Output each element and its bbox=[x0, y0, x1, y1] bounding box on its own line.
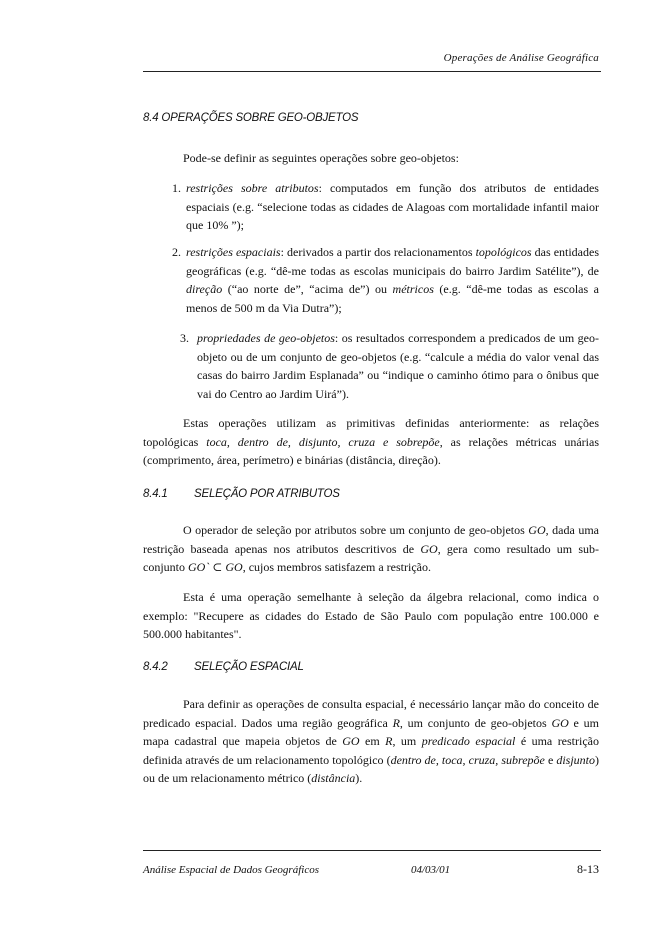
math-symbol: GO bbox=[528, 523, 546, 537]
spatial-selection-paragraph bbox=[143, 695, 599, 788]
list-term: direção bbox=[186, 282, 223, 297]
text-run: , as relações métricas unárias (comprimento, área, perímetro) e binárias (distância, direção). bbox=[143, 434, 599, 468]
primitives-paragraph bbox=[143, 414, 599, 470]
subsection-number: 8.4.1 bbox=[143, 488, 168, 500]
footer-title: Análise Espacial de Dados Geográficos bbox=[143, 864, 319, 876]
footer-rule bbox=[143, 850, 601, 851]
selection-attributes-paragraph bbox=[143, 521, 599, 577]
emphasis: toca, dentro de, disjunto, cruza e sobrepõe bbox=[206, 434, 440, 449]
list-marker: 1. bbox=[172, 181, 181, 195]
running-header: Operações de Análise Geográfica bbox=[443, 52, 599, 64]
text-run: O operador de seleção por atributos sobre um conjunto de geo-objetos bbox=[183, 523, 529, 537]
subsection-heading bbox=[143, 488, 340, 500]
text-run: , cujos membros satisfazem a restrição. bbox=[242, 560, 431, 575]
list-text: (“ao norte de”, “acima de”) ou bbox=[222, 282, 393, 297]
emphasis: dentro de, toca, cruza, subrepõe bbox=[390, 752, 545, 767]
math-symbol: R bbox=[392, 715, 400, 730]
page-number: 8-13 bbox=[577, 862, 599, 876]
list-term: métricos bbox=[392, 282, 434, 297]
list-item bbox=[172, 179, 599, 235]
subsection-title: SELEÇÃO POR ATRIBUTOS bbox=[194, 488, 340, 500]
text-run: e bbox=[544, 752, 557, 767]
text-run: , gera como resultado um sub-conjunto bbox=[143, 541, 599, 575]
math-symbol: GO bbox=[420, 541, 438, 556]
math-symbol: GO` ⊂ GO bbox=[188, 560, 243, 575]
text-run: em bbox=[359, 734, 386, 749]
intro-paragraph: Pode-se definir as seguintes operações sobre geo-objetos: bbox=[183, 151, 459, 165]
subsection-number: 8.4.2 bbox=[143, 661, 168, 673]
list-marker: 3. bbox=[180, 331, 189, 345]
text-run: é uma restrição definida através de um relacionamento topológico ( bbox=[143, 734, 599, 767]
list-term: restrições espaciais bbox=[186, 245, 281, 259]
header-rule bbox=[143, 71, 601, 72]
list-item bbox=[172, 243, 600, 317]
text-run: ) ou de um relacionamento métrico ( bbox=[143, 752, 599, 786]
text-run: , dada uma restrição baseada apenas nos atributos descritivos de bbox=[143, 523, 599, 556]
section-number: 8.4 bbox=[143, 112, 159, 124]
list-text: : os resultados correspondem a predicados de um geo-objeto ou de um conjunto de geo-objetos (e.g. “calcule a média do valor venal das casas do bairro Jardim Esplanada” ou “indique o caminho ótimo para o ônibus que vai do Centro ao Jardim Uirá”). bbox=[197, 331, 599, 401]
list-term: restrições sobre atributos bbox=[186, 181, 319, 195]
algebra-paragraph: Esta é uma operação semelhante à seleção da álgebra relacional, como indica o exemplo: "Recupere as cidades do Estado de São Paulo com população entre 100.000 e 500.000 habitantes". bbox=[143, 590, 599, 642]
text-run: ). bbox=[355, 771, 363, 786]
section-heading bbox=[143, 112, 358, 124]
list-marker: 2. bbox=[172, 245, 181, 259]
text-run: , um bbox=[392, 734, 422, 749]
text-run: e um mapa cadastral que mapeia objetos de bbox=[143, 715, 599, 749]
subsection-title: SELEÇÃO ESPACIAL bbox=[194, 661, 304, 673]
list-term: propriedades de geo-objetos bbox=[197, 331, 335, 345]
emphasis: predicado espacial bbox=[421, 734, 516, 749]
text-run: Estas operações utilizam as primitivas definidas anteriormente: as relações topológicas bbox=[143, 416, 599, 449]
list-item bbox=[180, 329, 599, 403]
math-symbol: GO bbox=[342, 734, 360, 749]
section-title: OPERAÇÕES SOBRE GEO-OBJETOS bbox=[161, 112, 359, 124]
list-term: topológicos bbox=[475, 245, 532, 259]
emphasis: disjunto bbox=[556, 752, 595, 767]
list-text: (e.g. “dê-me todas as escolas a menos de 500 m da Via Dutra”); bbox=[186, 282, 600, 315]
text-run: , um conjunto de geo-objetos bbox=[399, 715, 552, 730]
math-symbol: R bbox=[385, 734, 393, 749]
math-symbol: GO bbox=[551, 715, 569, 730]
footer-date: 04/03/01 bbox=[411, 864, 451, 876]
emphasis: distância bbox=[311, 771, 356, 786]
list-text: : derivados a partir dos relacionamentos bbox=[280, 245, 476, 259]
list-text: das entidades geográficas (e.g. “dê-me todas as escolas municipais do bairro Jardim Satélite”), de bbox=[186, 245, 600, 278]
subsection-heading bbox=[143, 661, 304, 673]
text-run: Para definir as operações de consulta espacial, é necessário lançar mão do conceito de predicado espacial. Dados uma região geográfica bbox=[143, 697, 599, 730]
list-text: : computados em função dos atributos de entidades espaciais (e.g. “selecione todas as cidades de Alagoas com mortalidade infantil maior que 10% ”); bbox=[186, 181, 599, 233]
